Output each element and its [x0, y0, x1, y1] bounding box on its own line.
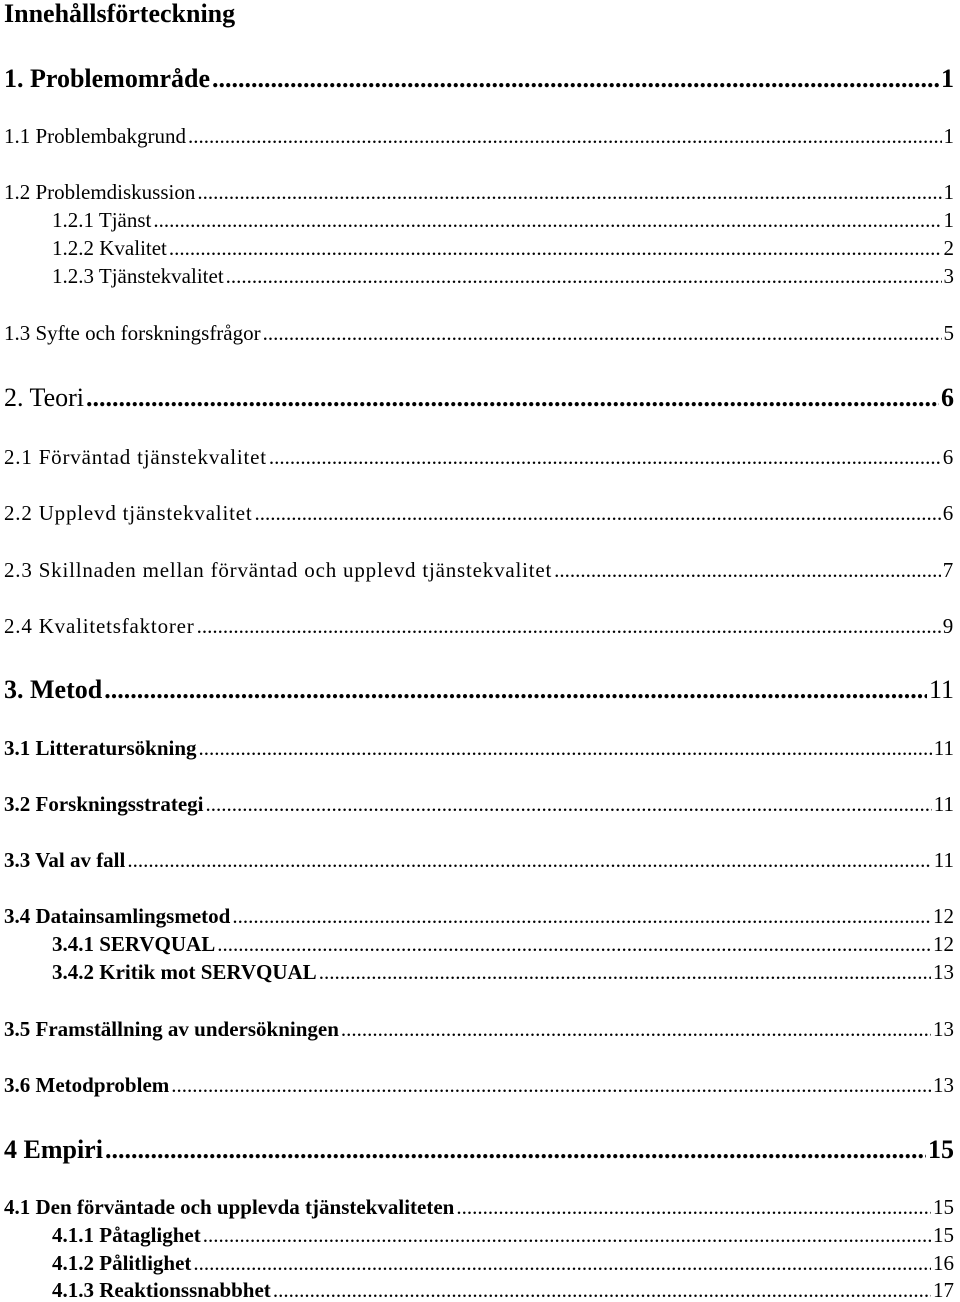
- toc-entry-label: 3.4.1 SERVQUAL: [52, 932, 216, 956]
- toc-entry-3-1[interactable]: [4, 736, 954, 760]
- dot-leader: [199, 736, 932, 760]
- toc-entry-label: 4.1.1 Påtaglighet: [52, 1223, 201, 1247]
- toc-entry-label: 1.2.2 Kvalitet: [52, 236, 167, 260]
- toc-entry-label: 1.2.3 Tjänstekvalitet: [52, 264, 224, 288]
- toc-page-number: 5: [943, 321, 954, 345]
- toc-page-number: 1: [943, 180, 954, 204]
- toc-entry-2-2[interactable]: [4, 501, 954, 525]
- toc-entry-label: 1.3 Syfte och forskningsfrågor: [4, 321, 261, 345]
- dot-leader: [193, 1251, 931, 1275]
- toc-entry-label: 4 Empiri: [4, 1135, 103, 1164]
- toc-entry-label: 1.1 Problembakgrund: [4, 124, 186, 148]
- toc-entry-label: 3.5 Framställning av undersökningen: [4, 1017, 339, 1041]
- toc-entry-label: 1. Problemområde: [4, 64, 211, 93]
- toc-entry-label: 1.2.1 Tjänst: [52, 208, 152, 232]
- toc-entry-3-4[interactable]: [4, 904, 954, 928]
- toc-entry-label: 4.1.3 Reaktionssnabbhet: [52, 1278, 271, 1302]
- toc-entry-3-2[interactable]: [4, 792, 954, 816]
- toc-page-number: 15: [928, 1135, 954, 1164]
- dot-leader: [319, 960, 931, 984]
- dot-leader: [171, 1073, 931, 1097]
- dot-leader: [153, 208, 941, 232]
- toc-entry-chapter-3[interactable]: [4, 675, 954, 705]
- toc-entry-1-2-3[interactable]: [52, 264, 954, 288]
- dot-leader: [86, 383, 939, 413]
- toc-entry-label: 3.4.2 Kritik mot SERVQUAL: [52, 960, 317, 984]
- toc-entry-label: 3.4 Datainsamlingsmetod: [4, 904, 231, 928]
- dot-leader: [456, 1195, 931, 1219]
- toc-page-number: 11: [933, 736, 954, 760]
- toc-entry-4-1-2[interactable]: [52, 1251, 954, 1275]
- toc-page-number: 17: [933, 1278, 954, 1302]
- toc-entry-1-1[interactable]: [4, 124, 954, 148]
- toc-entry-label: 2.4 Kvalitetsfaktorer: [4, 614, 195, 638]
- toc-page-number: 11: [933, 792, 954, 816]
- toc-page-number: 1: [943, 124, 954, 148]
- toc-entry-3-6[interactable]: [4, 1073, 954, 1097]
- toc-page-number: 1: [943, 208, 954, 232]
- toc-page-number: 16: [933, 1251, 954, 1275]
- toc-entry-4-1-3[interactable]: [52, 1278, 954, 1302]
- dot-leader: [203, 1223, 931, 1247]
- toc-page-number: 12: [933, 932, 954, 956]
- toc-entry-label: 2.1 Förväntad tjänstekvalitet: [4, 445, 267, 469]
- toc-page-number: 13: [933, 1073, 954, 1097]
- toc-entry-2-1[interactable]: [4, 445, 954, 469]
- toc-entry-1-2[interactable]: [4, 180, 954, 204]
- toc-page-number: 12: [933, 904, 954, 928]
- toc-page-number: 13: [933, 960, 954, 984]
- toc-entry-label: 3.2 Forskningsstrategi: [4, 792, 204, 816]
- toc-entry-1-2-2[interactable]: [52, 236, 954, 260]
- toc-entry-label: 3.3 Val av fall: [4, 848, 126, 872]
- toc-entry-1-2-1[interactable]: [52, 208, 954, 232]
- toc-page-number: 15: [933, 1195, 954, 1219]
- toc-page-number: 11: [933, 848, 954, 872]
- toc-entry-chapter-4[interactable]: [4, 1135, 954, 1165]
- toc-entry-chapter-2[interactable]: [4, 383, 954, 413]
- toc-entry-label: 2. Teori: [4, 383, 85, 412]
- dot-leader: [226, 264, 942, 288]
- toc-entry-label: 3.6 Metodproblem: [4, 1073, 170, 1097]
- dot-leader: [232, 904, 931, 928]
- toc-heading: Innehållsförteckning: [4, 0, 236, 28]
- toc-entry-3-4-1[interactable]: [52, 932, 954, 956]
- toc-entry-label: 3. Metod: [4, 675, 103, 704]
- toc-entry-3-3[interactable]: [4, 848, 954, 872]
- dot-leader: [273, 1278, 931, 1302]
- toc-page-number: 6: [942, 445, 954, 469]
- dot-leader: [197, 180, 941, 204]
- toc-entry-label: 2.3 Skillnaden mellan förväntad och upplevd tjänstekvalitet: [4, 558, 553, 582]
- toc-page-number: 6: [942, 501, 954, 525]
- toc-entry-2-3[interactable]: [4, 558, 954, 582]
- dot-leader: [254, 501, 940, 525]
- dot-leader: [269, 445, 941, 469]
- dot-leader: [188, 124, 942, 148]
- dot-leader: [197, 614, 941, 638]
- toc-entry-label: 4.1 Den förväntade och upplevda tjänstekvaliteten: [4, 1195, 455, 1219]
- toc-page-number: 13: [933, 1017, 954, 1041]
- dot-leader: [217, 932, 931, 956]
- toc-page-number: 9: [942, 614, 954, 638]
- toc-entry-label: 4.1.2 Pålitlighet: [52, 1251, 192, 1275]
- dot-leader: [105, 1135, 926, 1165]
- toc-entry-4-1[interactable]: [4, 1195, 954, 1219]
- toc-page-number: 11: [928, 675, 954, 704]
- toc-page-number: 1: [941, 64, 954, 93]
- toc-entry-label: 1.2 Problemdiskussion: [4, 180, 196, 204]
- toc-entry-4-1-1[interactable]: [52, 1223, 954, 1247]
- toc-entry-3-4-2[interactable]: [52, 960, 954, 984]
- toc-entry-3-5[interactable]: [4, 1017, 954, 1041]
- toc-entry-label: 3.1 Litteratursökning: [4, 736, 197, 760]
- toc-page-number: 6: [941, 383, 954, 412]
- dot-leader: [212, 64, 939, 94]
- toc-entry-1-3[interactable]: [4, 321, 954, 345]
- dot-leader: [206, 792, 932, 816]
- toc-entry-label: 2.2 Upplevd tjänstekvalitet: [4, 501, 253, 525]
- dot-leader: [554, 558, 941, 582]
- toc-page-number: 3: [943, 264, 954, 288]
- toc-page-number: 15: [933, 1223, 954, 1247]
- dot-leader: [341, 1017, 931, 1041]
- dot-leader: [169, 236, 942, 260]
- toc-entry-chapter-1[interactable]: [4, 64, 954, 94]
- dot-leader: [127, 848, 931, 872]
- toc-entry-2-4[interactable]: [4, 614, 954, 638]
- dot-leader: [263, 321, 942, 345]
- dot-leader: [104, 675, 927, 705]
- toc-page-number: 7: [942, 558, 954, 582]
- toc-page-number: 2: [943, 236, 954, 260]
